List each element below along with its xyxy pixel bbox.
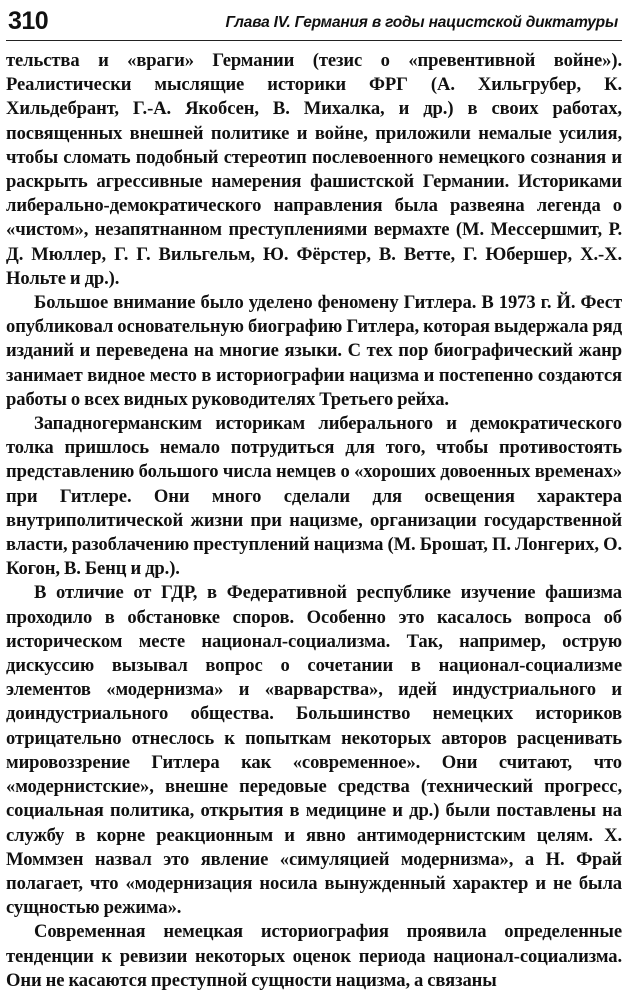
page-number: 310 — [8, 7, 49, 35]
paragraph: Большое внимание было уделено феномену Гитлера. В 1973 г. Й. Фест опубликовал основательную биографию Гитлера, которая выдержала ряд изданий и переведена на многие языки. С тех пор биографический жанр занимает видное место в историографии нацизма и постепенно создаются работы о всех видных руководителях Третьего рейха. — [6, 292, 622, 410]
body-text — [6, 49, 622, 993]
running-head: Глава IV. Германия в годы нацистской диктатуры — [225, 14, 618, 31]
paragraph: Современная немецкая историография проявила определенные тенденции к ревизии некоторых оценок периода национал-социализма. Они не касаются преступной сущности нацизма, а связаны — [6, 921, 622, 991]
paragraph: тельства и «враги» Германии (тезис о «превентивной войне»). Реалистически мыслящие историки ФРГ (А. Хильгрубер, К. Хильдебрант, Г.-А. Якобсен, В. Михалка, и др.) в своих работах, посвященных внешней политике и войне, приложили немалые усилия, чтобы сломать подобный стереотип послевоенного немецкого сознания и раскрыть агрессивные намерения фашистской Германии. Историками либерально-демократического направления была развеяна легенда о «чистом», незапятнанном преступлениями вермахте (М. Мессершмит, Р. Д. Мюллер, Г. Г. Вильгельм, Ю. Фёрстер, В. Ветте, Г. Юбершер, Х.-Х. Нольте и др.). — [6, 50, 622, 289]
paragraph: Западногерманским историкам либерального и демократического толка пришлось немало потрудиться для того, чтобы противостоять представлению большого числа немцев о «хороших довоенных временах» при Гитлере. Они много сделали для освещения характера внутриполитической жизни при нацизме, организации государственной власти, разоблачению преступлений нацизма (М. Брошат, П. Лонгерих, О. Когон, В. Бенц и др.). — [6, 413, 622, 580]
paragraph: В отличие от ГДР, в Федеративной республике изучение фашизма проходило в обстановке споров. Особенно это касалось вопроса об историческом месте национал-социализма. Так, например, острую дискуссию вызывал вопрос о сочетании в национал-социализме элементов «модернизма» и «варварства», идей индустриального и доиндустриального общества. Большинство немецких историков отрицательно отнеслось к попыткам некоторых авторов расценивать мировоззрение Гитлера как «современное». Они считают, что «модернистские», внешне передовые средства (технический прогресс, социальная политика, открытия в медицине и др.) были поставлены на службу в корне реакционным и явно антимодернистским целям. Х. Моммзен назвал это явление «симуляцией модернизма», а Н. Фрай полагает, что «модернизация носила вынужденный характер и не была сущностью режима». — [6, 582, 622, 919]
page-header — [6, 6, 622, 41]
